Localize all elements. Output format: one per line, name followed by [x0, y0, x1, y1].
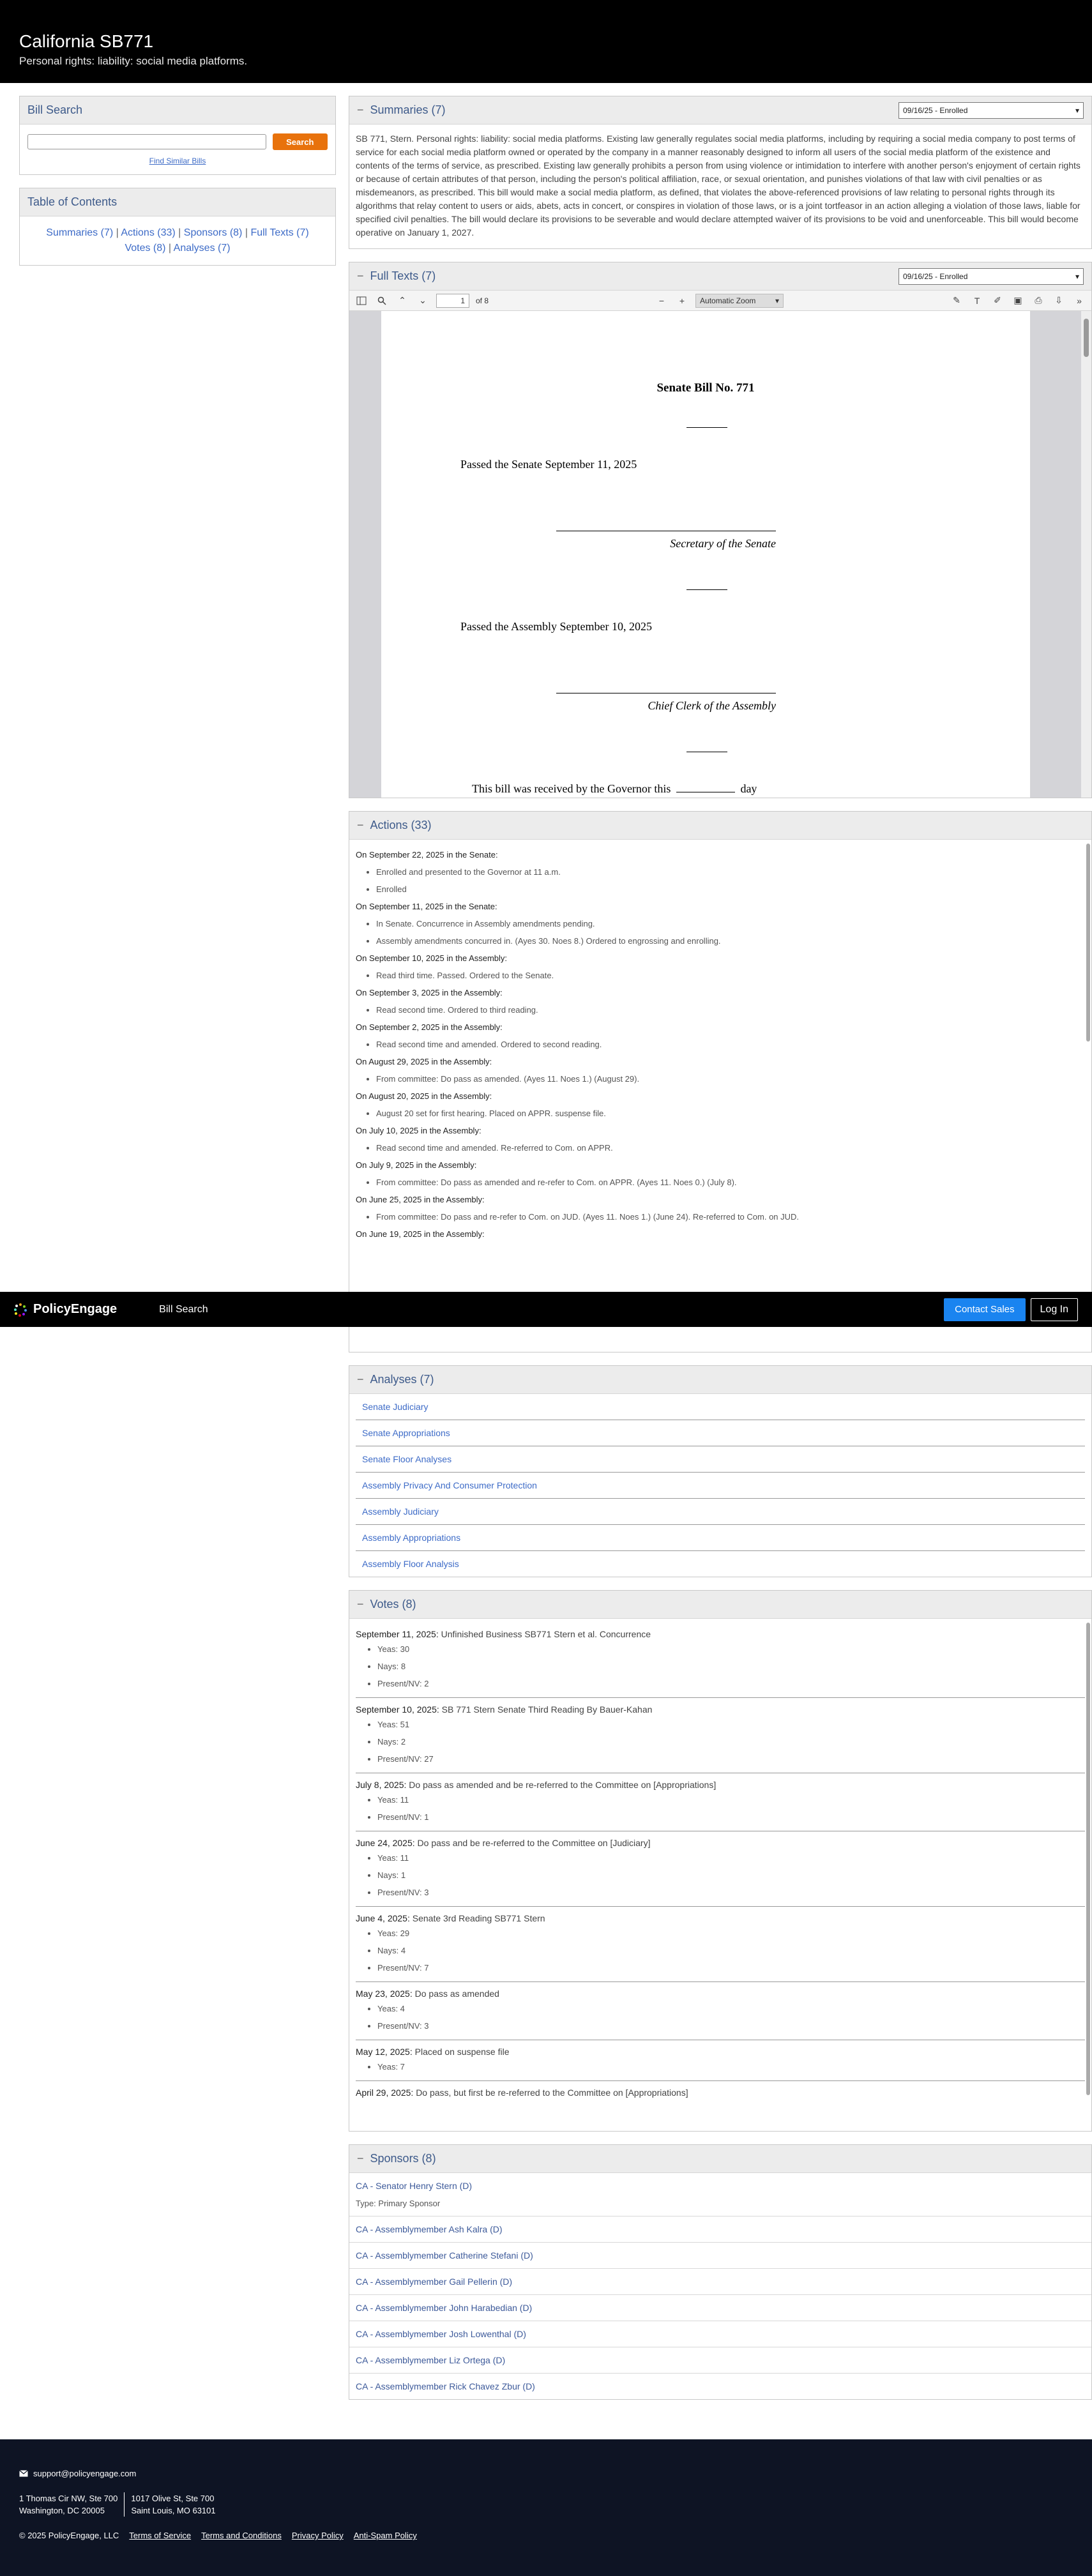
vote-record	[356, 1907, 1085, 1982]
action-item: • In Senate. Concurrence in Assembly amendments pending.	[376, 919, 1085, 928]
vote-heading	[356, 1780, 1085, 1790]
terms-of-service-link[interactable]: Terms of Service	[129, 2531, 192, 2540]
vote-heading	[356, 1629, 1085, 1639]
vote-heading	[356, 2087, 1085, 2098]
image-icon[interactable]: ▣	[1013, 295, 1022, 305]
bill-title: California SB771	[19, 31, 154, 51]
action-item: • Read second time. Ordered to third reading.	[376, 1005, 1085, 1015]
action-item: • From committee: Do pass and re-refer to Com. on JUD. (Ayes 11. Noes 1.) (June 24). Re-referred to Com. on JUD.	[376, 1212, 1085, 1222]
sponsor-link[interactable]: CA - Assemblymember Catherine Stefani (D)	[356, 2250, 533, 2261]
analysis-link[interactable]: Assembly Floor Analysis	[362, 1559, 459, 1569]
previous-page-icon[interactable]: ⌃	[398, 295, 406, 305]
vote-counts	[377, 1720, 1085, 1764]
action-list	[376, 1005, 1085, 1015]
analysis-link[interactable]: Assembly Appropriations	[356, 1525, 1085, 1551]
footer-legal	[19, 2531, 1073, 2540]
action-item: • Assembly amendments concurred in. (Ayes 30. Noes 8.) Ordered to engrossing and enrolling.	[376, 936, 1085, 946]
action-date: On August 20, 2025 in the Assembly:	[356, 1091, 492, 1101]
vote-count: • Present/NV: 1	[377, 1812, 1085, 1822]
pdf-divider	[686, 589, 727, 590]
analysis-link[interactable]: Senate Appropriations	[356, 1420, 1085, 1446]
actions-list[interactable]	[349, 840, 1091, 1352]
action-list	[376, 1040, 1085, 1049]
full-texts-version-value: 09/16/25 - Enrolled	[903, 271, 968, 281]
vote-count: • Present/NV: 2	[377, 1679, 1085, 1688]
summaries-toggle[interactable]	[357, 103, 446, 117]
vote-count: • Yeas: 51	[377, 1720, 1085, 1729]
pdf-chief-clerk: Chief Clerk of the Assembly	[648, 699, 776, 712]
toc-link-actions[interactable]: Actions (33)	[121, 227, 176, 238]
vote-count: • Yeas: 4	[377, 2004, 1085, 2013]
address-line: 1 Thomas Cir NW, Ste 700	[19, 2494, 118, 2503]
pdf-received-text	[472, 782, 757, 796]
sponsor-item	[349, 2243, 1091, 2269]
print-icon[interactable]: ⎙	[1035, 295, 1042, 305]
bill-search-panel	[19, 96, 336, 175]
vote-date: September 11, 2025:	[356, 1629, 439, 1639]
chevron-down-icon: ▾	[1075, 271, 1079, 281]
analysis-link[interactable]: Senate Floor Analyses	[356, 1446, 1085, 1473]
zoom-value: Automatic Zoom	[700, 296, 756, 305]
chevron-down-icon: ▾	[775, 296, 780, 305]
votes-toggle[interactable]	[357, 1598, 416, 1611]
votes-panel	[349, 1590, 1092, 2132]
action-date: On September 22, 2025 in the Senate:	[356, 850, 498, 860]
vote-description: Unfinished Business SB771 Stern et al. Concurrence	[441, 1629, 651, 1639]
top-navbar	[0, 1292, 1092, 1327]
policyengage-logo-icon	[14, 1303, 27, 1316]
pdf-received-right: day	[740, 782, 757, 795]
more-tools-icon[interactable]: »	[1077, 295, 1082, 306]
sponsor-link[interactable]: CA - Assemblymember Josh Lowenthal (D)	[356, 2329, 526, 2339]
sponsor-item	[349, 2374, 1091, 2399]
full-texts-title: Full Texts (7)	[370, 269, 436, 282]
action-date: On July 9, 2025 in the Assembly:	[356, 1160, 477, 1170]
right-column	[349, 96, 1092, 2413]
terms-and-conditions-link[interactable]: Terms and Conditions	[201, 2531, 282, 2540]
vote-date: June 24, 2025:	[356, 1838, 415, 1848]
address-line: Saint Louis, MO 63101	[131, 2506, 216, 2515]
summaries-panel	[349, 96, 1092, 249]
vote-record	[356, 2081, 1085, 2105]
vote-count: • Nays: 1	[377, 1870, 1085, 1880]
vote-count: • Nays: 2	[377, 1737, 1085, 1746]
action-list	[376, 971, 1085, 980]
analyses-toggle[interactable]	[357, 1373, 434, 1386]
action-date: On June 19, 2025 in the Assembly:	[356, 1229, 485, 1239]
pdf-passed-assembly: Passed the Assembly September 10, 2025	[460, 620, 652, 633]
vote-counts	[377, 1795, 1085, 1822]
search-button[interactable]: Search	[273, 133, 328, 150]
toc-link-sponsors[interactable]: Sponsors (8)	[183, 227, 243, 238]
vote-count: • Nays: 4	[377, 1946, 1085, 1955]
action-list	[376, 1074, 1085, 1084]
action-item: • Read third time. Passed. Ordered to the Senate.	[376, 971, 1085, 980]
contact-sales-button[interactable]: Contact Sales	[944, 1298, 1025, 1321]
vote-count: • Yeas: 30	[377, 1644, 1085, 1654]
vote-count: • Yeas: 7	[377, 2062, 1085, 2072]
save-icon[interactable]: ⇩	[1055, 295, 1063, 305]
login-button[interactable]: Log In	[1031, 1298, 1078, 1321]
vote-date: September 10, 2025:	[356, 1704, 439, 1715]
vote-description: Do pass, but first be re-referred to the Committee on [Appropriations]	[416, 2087, 688, 2098]
vote-description: Do pass as amended	[414, 1989, 499, 1999]
sponsors-title: Sponsors (8)	[370, 2152, 436, 2165]
vote-counts	[377, 2062, 1085, 2072]
actions-scrollbar[interactable]	[1086, 844, 1090, 1042]
page-count: of 8	[476, 296, 489, 305]
vote-date: April 29, 2025:	[356, 2087, 414, 2098]
vote-count: • Present/NV: 3	[377, 1888, 1085, 1897]
collapse-icon: −	[357, 103, 364, 116]
zoom-select[interactable]	[695, 294, 784, 308]
bill-search-title: Bill Search	[27, 103, 83, 116]
pdf-divider	[686, 427, 727, 428]
pdf-viewer[interactable]	[349, 311, 1091, 798]
collapse-icon: −	[357, 1373, 364, 1386]
pdf-toolbar	[349, 291, 1091, 311]
privacy-policy-link[interactable]: Privacy Policy	[291, 2531, 344, 2540]
vote-record	[356, 1982, 1085, 2040]
action-date: On August 29, 2025 in the Assembly:	[356, 1057, 492, 1066]
analysis-link[interactable]: Assembly Judiciary	[356, 1499, 1085, 1525]
sponsors-panel	[349, 2144, 1092, 2400]
toc-link-votes[interactable]: Votes (8)	[125, 243, 166, 254]
collapse-icon: −	[357, 269, 364, 282]
full-texts-version-select[interactable]	[899, 268, 1084, 285]
action-list	[376, 1143, 1085, 1153]
copyright: © 2025 PolicyEngage, LLC	[19, 2531, 119, 2540]
full-texts-toggle[interactable]	[357, 269, 436, 283]
vote-count: • Present/NV: 3	[377, 2021, 1085, 2031]
collapse-icon: −	[357, 1598, 364, 1610]
vote-date: June 4, 2025:	[356, 1913, 410, 1923]
toc-link-full-texts[interactable]: Full Texts (7)	[250, 227, 309, 238]
sponsor-link[interactable]: CA - Senator Henry Stern (D)	[356, 2181, 473, 2191]
bill-header	[0, 0, 1092, 83]
action-date: On September 11, 2025 in the Senate:	[356, 902, 497, 911]
action-item: • Enrolled	[376, 884, 1085, 894]
footer-addresses	[19, 2492, 1073, 2517]
bill-search-header	[20, 96, 335, 125]
vote-date: July 8, 2025:	[356, 1780, 407, 1790]
vote-record	[356, 1831, 1085, 1907]
toc-title: Table of Contents	[27, 195, 118, 208]
sponsor-item	[349, 2321, 1091, 2347]
pdf-scrollbar[interactable]	[1081, 311, 1091, 798]
address-line: Washington, DC 20005	[19, 2506, 105, 2515]
action-date: On June 25, 2025 in the Assembly:	[356, 1195, 485, 1204]
actions-title: Actions (33)	[370, 819, 432, 831]
zoom-in-icon[interactable]: +	[679, 295, 685, 306]
bill-search-input[interactable]	[27, 134, 266, 149]
page-number-input[interactable]: 1	[436, 294, 469, 308]
find-similar-bills-link[interactable]: Find Similar Bills	[149, 156, 206, 165]
sponsor-item	[349, 2173, 1091, 2216]
draw-icon[interactable]: ✐	[994, 295, 1001, 305]
toc-links: Summaries (7) | Actions (33) | Sponsors (8) | Full Texts (7) Votes (8) | Analyses (7)	[46, 227, 309, 254]
vote-description: Do pass as amended and be re-referred to the Committee on [Appropriations]	[409, 1780, 717, 1790]
vote-count: • Present/NV: 7	[377, 1963, 1085, 1973]
action-item: • From committee: Do pass as amended and re-refer to Com. on APPR. (Ayes 11. Noes 0.) (July 8).	[376, 1178, 1085, 1187]
vote-count: • Yeas: 11	[377, 1853, 1085, 1863]
pdf-secretary: Secretary of the Senate	[670, 537, 776, 550]
left-column	[19, 96, 336, 278]
sponsor-link[interactable]: CA - Assemblymember John Harabedian (D)	[356, 2303, 533, 2313]
search-icon[interactable]	[375, 294, 389, 308]
action-date: On September 3, 2025 in the Assembly:	[356, 988, 503, 997]
brand-name: PolicyEngage	[33, 1302, 118, 1316]
analyses-panel	[349, 1365, 1092, 1577]
vote-record	[356, 1623, 1085, 1698]
chevron-down-icon: ▾	[1075, 105, 1079, 115]
vote-counts	[377, 1644, 1085, 1688]
text-tool-icon[interactable]: T	[974, 295, 980, 306]
vote-record	[356, 2040, 1085, 2081]
vote-counts	[377, 1853, 1085, 1897]
analysis-link[interactable]: Senate Judiciary	[356, 1394, 1085, 1420]
action-item: • August 20 set for first hearing. Placed on APPR. suspense file.	[376, 1109, 1085, 1118]
action-item: • Read second time and amended. Re-referred to Com. on APPR.	[376, 1143, 1085, 1153]
vote-date: May 23, 2025:	[356, 1989, 413, 1999]
action-date: On September 10, 2025 in the Assembly:	[356, 953, 508, 963]
vote-heading	[356, 1704, 1085, 1715]
action-item: • Read second time and amended. Ordered to second reading.	[376, 1040, 1085, 1049]
actions-panel	[349, 811, 1092, 1352]
sponsor-item	[349, 2347, 1091, 2374]
action-list	[376, 867, 1085, 894]
action-date: On July 10, 2025 in the Assembly:	[356, 1126, 482, 1135]
vote-description: SB 771 Stern Senate Third Reading By Bauer-Kahan	[441, 1704, 653, 1715]
vote-count: • Present/NV: 27	[377, 1754, 1085, 1764]
footer-email-text: support@policyengage.com	[33, 2469, 137, 2478]
address-line: 1017 Olive St, Ste 700	[131, 2494, 215, 2503]
pdf-received-left: This bill was received by the Governor this	[472, 782, 671, 795]
sponsors-toggle[interactable]	[357, 2152, 436, 2165]
vote-date: May 12, 2025:	[356, 2047, 413, 2057]
sponsor-type: Type: Primary Sponsor	[356, 2199, 441, 2208]
vote-description: Placed on suspense file	[414, 2047, 510, 2057]
toc-panel	[19, 188, 336, 266]
action-list	[376, 1178, 1085, 1187]
sponsor-link[interactable]: CA - Assemblymember Gail Pellerin (D)	[356, 2277, 513, 2287]
footer	[0, 2439, 1092, 2576]
summaries-version-value: 09/16/25 - Enrolled	[903, 105, 968, 115]
vote-count: • Yeas: 29	[377, 1928, 1085, 1938]
actions-toggle[interactable]	[357, 819, 432, 832]
votes-title: Votes (8)	[370, 1598, 416, 1610]
collapse-icon: −	[357, 2152, 364, 2165]
action-date: On September 2, 2025 in the Assembly:	[356, 1022, 503, 1032]
sidebar-toggle-icon[interactable]	[354, 294, 368, 308]
pdf-bill-number: Senate Bill No. 771	[656, 381, 755, 395]
toc-header	[20, 188, 335, 216]
vote-description: Do pass and be re-referred to the Committee on [Judiciary]	[417, 1838, 651, 1848]
highlight-icon[interactable]: ✎	[953, 295, 960, 305]
vote-heading	[356, 2047, 1085, 2057]
anti-spam-policy-link[interactable]: Anti-Spam Policy	[353, 2531, 417, 2540]
vote-record	[356, 1773, 1085, 1831]
toc-link-analyses[interactable]: Analyses (7)	[173, 243, 231, 254]
pdf-passed-senate: Passed the Senate September 11, 2025	[460, 458, 637, 471]
toc-link-summaries[interactable]: Summaries (7)	[46, 227, 114, 238]
sponsor-link[interactable]: CA - Assemblymember Rick Chavez Zbur (D)	[356, 2381, 535, 2391]
vote-heading	[356, 1913, 1085, 1923]
mail-icon	[19, 2470, 28, 2477]
footer-email[interactable]	[19, 2469, 1073, 2478]
vote-heading	[356, 1838, 1085, 1848]
vote-heading	[356, 1989, 1085, 1999]
sponsor-link[interactable]: CA - Assemblymember Liz Ortega (D)	[356, 2355, 506, 2365]
votes-scrollbar[interactable]	[1086, 1623, 1090, 2095]
bill-subtitle: Personal rights: liability: social media platforms.	[19, 55, 248, 67]
zoom-out-icon[interactable]: −	[658, 295, 665, 306]
vote-count: • Yeas: 11	[377, 1795, 1085, 1805]
nav-bill-search[interactable]: Bill Search	[159, 1303, 208, 1315]
summaries-version-select[interactable]	[899, 102, 1084, 119]
full-texts-panel	[349, 262, 1092, 798]
votes-list[interactable]	[349, 1619, 1091, 2131]
sponsor-item	[349, 2269, 1091, 2295]
action-item: • Enrolled and presented to the Governor at 11 a.m.	[376, 867, 1085, 877]
analyses-title: Analyses (7)	[370, 1373, 434, 1386]
action-list	[376, 1212, 1085, 1222]
next-page-icon[interactable]: ⌄	[419, 295, 427, 305]
collapse-icon: −	[357, 819, 364, 831]
summaries-title: Summaries (7)	[370, 103, 446, 116]
action-list	[376, 919, 1085, 946]
action-list	[376, 1109, 1085, 1118]
brand[interactable]	[14, 1302, 117, 1317]
summary-text: SB 771, Stern. Personal rights: liability: social media platforms. Existing law generally regulates social media platforms, including by requiring a social media company to post terms of service for each social media platform owned or operated by the company in a manner reasonably designed to inform all users of the social media platform of the existence and contents of the terms of service, as prescribed. Existing law generally prohibits a person from using violence or intimidation to interfere with another person's enjoyment of certain rights or because of certain attributes of that person, including the person's political affiliation, race, or sexual orientation, and punishes violations of that law with civil penalties or as misdemeanors, as prescribed. This bill would make a social media platform, as defined, that violates the above-referenced provisions of law relating to personal rights through its algorithms that relay content to users or aids, abets, acts in concert, or conspires in violation of those laws, or is a joint tortfeasor in an action alleging a violation of those laws, liable for specified civil penalties. The bill would declare its provisions to be severable and would declare attempted waiver of its provisions to be void and unenforceable. This bill would become operative on January 1, 2027.	[356, 133, 1081, 238]
vote-count: • Nays: 8	[377, 1662, 1085, 1671]
analysis-link[interactable]: Assembly Privacy And Consumer Protection	[356, 1473, 1085, 1499]
action-item: • From committee: Do pass as amended. (Ayes 11. Noes 1.) (August 29).	[376, 1074, 1085, 1084]
vote-record	[356, 1698, 1085, 1773]
sponsor-item	[349, 2295, 1091, 2321]
sponsor-link[interactable]: CA - Assemblymember Ash Kalra (D)	[356, 2224, 503, 2234]
pdf-page	[381, 311, 1030, 798]
vote-counts	[377, 2004, 1085, 2031]
vote-description: Senate 3rd Reading SB771 Stern	[412, 1913, 545, 1923]
vote-counts	[377, 1928, 1085, 1973]
sponsor-item	[349, 2216, 1091, 2243]
